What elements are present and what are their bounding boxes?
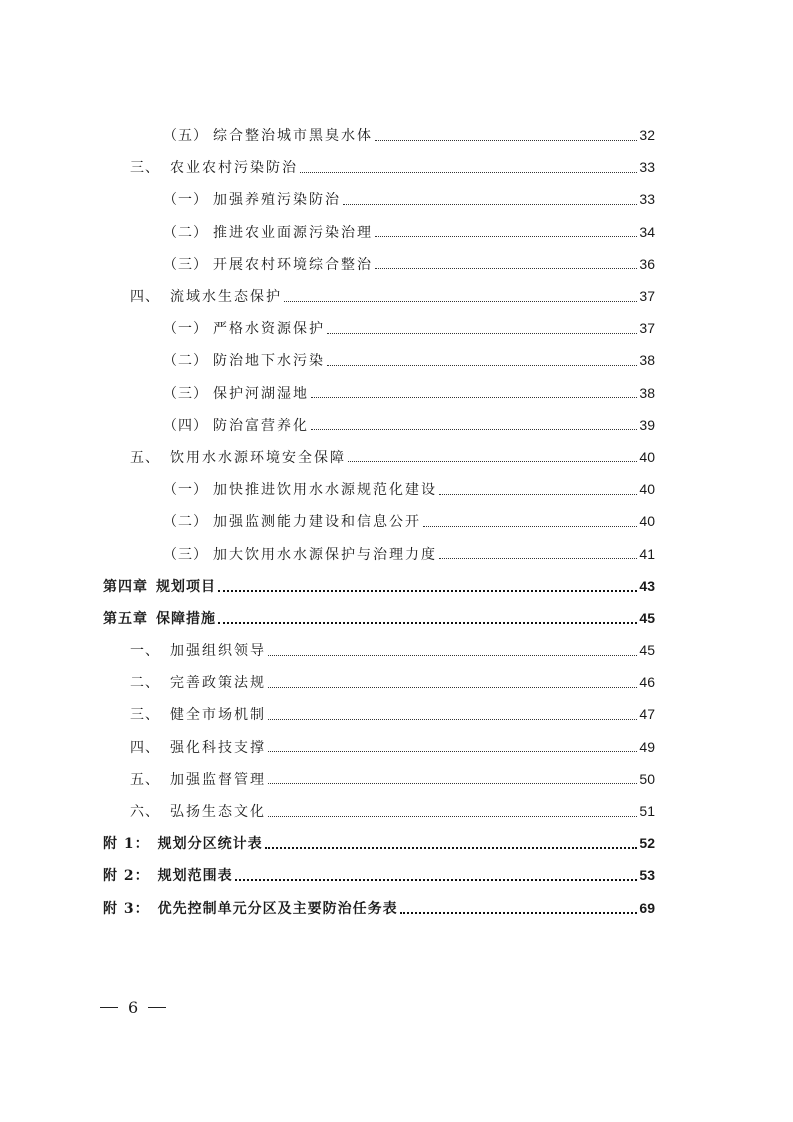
toc-entry[interactable]: [0, 859, 793, 891]
toc-title: 弘扬生态文化: [170, 804, 266, 821]
page-number: 6: [128, 998, 139, 1017]
toc-number: （四）: [163, 417, 208, 434]
toc-title: 优先控制单元分区及主要防治任务表: [157, 900, 398, 917]
toc-page: 49: [639, 738, 655, 755]
toc-number: 第四章: [103, 578, 148, 595]
toc-number: 二、: [130, 675, 160, 692]
toc-leader: [375, 236, 637, 237]
toc-leader: [423, 526, 637, 527]
toc-page: 33: [639, 159, 655, 176]
toc-number: 附 1：: [103, 836, 150, 853]
toc-number: （一）: [163, 192, 208, 209]
toc-entry[interactable]: [0, 570, 793, 602]
toc-number: （三）: [163, 256, 208, 273]
toc-title: 流域水生态保护: [170, 289, 282, 306]
toc-entry[interactable]: [0, 280, 793, 312]
toc-page: 40: [639, 448, 655, 465]
table-of-contents: [0, 119, 793, 924]
toc-entry[interactable]: [0, 602, 793, 634]
toc-title: 加大饮用水水源保护与治理力度: [213, 546, 437, 563]
toc-title: 健全市场机制: [170, 707, 266, 724]
toc-page: 41: [639, 545, 655, 562]
toc-entry[interactable]: [0, 634, 793, 666]
toc-number: 附 2：: [103, 868, 150, 885]
toc-entry[interactable]: [0, 795, 793, 827]
toc-title: 加强养殖污染防治: [213, 192, 341, 209]
toc-title: 保护河湖湿地: [213, 385, 309, 402]
toc-entry[interactable]: [0, 119, 793, 151]
toc-page: 37: [639, 288, 655, 305]
toc-number: 第五章: [103, 610, 148, 627]
toc-title: 防治富营养化: [213, 417, 309, 434]
toc-number: （二）: [163, 514, 208, 531]
toc-page: 33: [639, 191, 655, 208]
toc-title: 推进农业面源污染治理: [213, 224, 373, 241]
toc-title: 防治地下水污染: [213, 353, 325, 370]
toc-number: 四、: [130, 289, 160, 306]
toc-leader: [439, 494, 637, 495]
toc-page: 51: [639, 803, 655, 820]
toc-title: 饮用水水源环境安全保障: [170, 449, 346, 466]
toc-entry[interactable]: [0, 409, 793, 441]
toc-entry[interactable]: [0, 731, 793, 763]
toc-leader: [375, 268, 637, 269]
toc-page: 69: [639, 899, 655, 916]
toc-leader: [268, 816, 637, 817]
toc-page: 37: [639, 320, 655, 337]
toc-leader: [218, 590, 637, 592]
toc-page: 40: [639, 481, 655, 498]
toc-title: 加快推进饮用水水源规范化建设: [213, 482, 437, 499]
toc-title: 规划项目: [156, 578, 216, 595]
toc-leader: [343, 204, 637, 205]
toc-number: （二）: [163, 353, 208, 370]
toc-entry[interactable]: [0, 892, 793, 924]
toc-entry[interactable]: [0, 537, 793, 569]
toc-entry[interactable]: [0, 441, 793, 473]
toc-page: 46: [639, 674, 655, 691]
toc-number: 附 3：: [103, 900, 150, 917]
toc-title: 严格水资源保护: [213, 321, 325, 338]
toc-leader: [375, 140, 637, 141]
toc-entry[interactable]: [0, 216, 793, 248]
page-footer: [100, 998, 166, 1017]
toc-page: 39: [639, 416, 655, 433]
toc-number: 五、: [130, 449, 160, 466]
toc-title: 加强监督管理: [170, 771, 266, 788]
toc-number: 四、: [130, 739, 160, 756]
toc-entry[interactable]: [0, 312, 793, 344]
toc-page: 50: [639, 770, 655, 787]
toc-number: （一）: [163, 482, 208, 499]
toc-leader: [268, 751, 637, 752]
toc-page: 53: [639, 867, 655, 884]
toc-page: 47: [639, 706, 655, 723]
toc-number: （三）: [163, 546, 208, 563]
toc-leader: [284, 301, 637, 302]
toc-title: 保障措施: [156, 610, 216, 627]
toc-leader: [400, 912, 638, 914]
toc-title: 开展农村环境综合整治: [213, 256, 373, 273]
toc-entry[interactable]: [0, 827, 793, 859]
toc-page: 45: [639, 609, 655, 626]
toc-title: 加强监测能力建设和信息公开: [213, 514, 421, 531]
toc-number: （三）: [163, 385, 208, 402]
toc-title: 规划范围表: [157, 868, 233, 885]
toc-page: 40: [639, 513, 655, 530]
footer-dash-left: [100, 1007, 118, 1008]
footer-dash-right: [148, 1007, 166, 1008]
toc-number: 三、: [130, 160, 160, 177]
toc-leader: [235, 879, 638, 881]
toc-title: 加强组织领导: [170, 643, 266, 660]
toc-leader: [439, 558, 637, 559]
toc-page: 38: [639, 384, 655, 401]
toc-number: （二）: [163, 224, 208, 241]
toc-leader: [311, 397, 637, 398]
toc-number: 三、: [130, 707, 160, 724]
toc-entry[interactable]: [0, 183, 793, 215]
toc-page: 45: [639, 642, 655, 659]
toc-number: （一）: [163, 321, 208, 338]
toc-leader: [268, 783, 637, 784]
toc-leader: [327, 333, 637, 334]
toc-title: 规划分区统计表: [157, 836, 263, 853]
toc-page: 43: [639, 577, 655, 594]
toc-page: 38: [639, 352, 655, 369]
toc-number: 五、: [130, 771, 160, 788]
toc-number: （五）: [163, 128, 208, 145]
toc-number: 六、: [130, 804, 160, 821]
toc-leader: [268, 655, 637, 656]
toc-entry[interactable]: [0, 344, 793, 376]
toc-leader: [311, 429, 637, 430]
toc-entry[interactable]: [0, 666, 793, 698]
toc-title: 综合整治城市黑臭水体: [213, 128, 373, 145]
toc-leader: [300, 172, 637, 173]
toc-leader: [268, 687, 637, 688]
toc-leader: [268, 719, 637, 720]
toc-entry[interactable]: [0, 505, 793, 537]
toc-entry[interactable]: [0, 151, 793, 183]
toc-page: 34: [639, 223, 655, 240]
toc-number: 一、: [130, 643, 160, 660]
toc-entry[interactable]: [0, 248, 793, 280]
toc-entry[interactable]: [0, 473, 793, 505]
toc-entry[interactable]: [0, 698, 793, 730]
toc-entry[interactable]: [0, 377, 793, 409]
toc-leader: [265, 847, 638, 849]
toc-page: 32: [639, 127, 655, 144]
toc-title: 完善政策法规: [170, 675, 266, 692]
toc-title: 农业农村污染防治: [170, 160, 298, 177]
toc-page: 52: [639, 835, 655, 852]
toc-leader: [348, 461, 637, 462]
toc-page: 36: [639, 255, 655, 272]
toc-leader: [327, 365, 637, 366]
toc-title: 强化科技支撑: [170, 739, 266, 756]
toc-entry[interactable]: [0, 763, 793, 795]
toc-leader: [218, 622, 637, 624]
